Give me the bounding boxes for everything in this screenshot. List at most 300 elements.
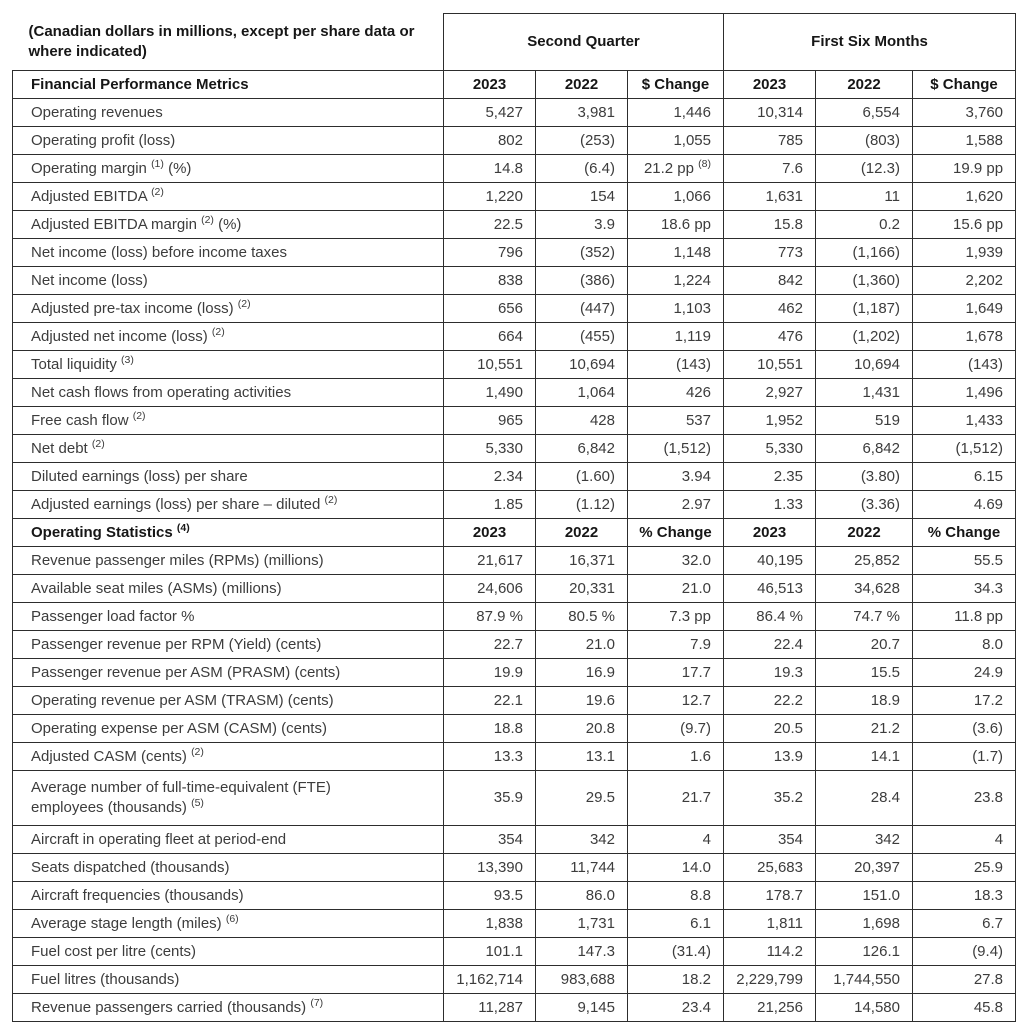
value-cell: 17.2 bbox=[913, 687, 1016, 715]
value-cell: 10,694 bbox=[816, 351, 913, 379]
value-cell: (3.80) bbox=[816, 463, 913, 491]
value-cell: 3.9 bbox=[536, 211, 628, 239]
value-cell: 2.35 bbox=[724, 463, 816, 491]
value-cell: 10,694 bbox=[536, 351, 628, 379]
value-cell: 6,842 bbox=[536, 435, 628, 463]
value-cell: 5,330 bbox=[724, 435, 816, 463]
value-cell: 12.7 bbox=[628, 687, 724, 715]
value-cell: 19.9 pp bbox=[913, 155, 1016, 183]
row-label-text: Net debt bbox=[31, 439, 92, 457]
section-title bbox=[13, 71, 444, 99]
value-cell: 15.6 pp bbox=[913, 211, 1016, 239]
group-header-first-six-months: First Six Months bbox=[724, 14, 1016, 71]
row-label bbox=[13, 323, 444, 351]
row-label-suffix: (%) bbox=[163, 159, 192, 177]
table-row bbox=[13, 351, 1016, 379]
value-cell: (1,512) bbox=[913, 435, 1016, 463]
value-cell: 796 bbox=[444, 239, 536, 267]
value-cell: 21.0 bbox=[628, 575, 724, 603]
value-cell: 9,145 bbox=[536, 994, 628, 1022]
table-row bbox=[13, 547, 1016, 575]
value-cell: 1,055 bbox=[628, 127, 724, 155]
row-label-text: Revenue passengers carried (thousands) bbox=[31, 998, 311, 1016]
row-label bbox=[13, 910, 444, 938]
value-cell: 2,202 bbox=[913, 267, 1016, 295]
value-cell: 1,731 bbox=[536, 910, 628, 938]
value-cell: 46,513 bbox=[724, 575, 816, 603]
value-cell: 6.1 bbox=[628, 910, 724, 938]
value-cell: 476 bbox=[724, 323, 816, 351]
table-row bbox=[13, 743, 1016, 771]
value-cell: 8.0 bbox=[913, 631, 1016, 659]
value-cell: 22.7 bbox=[444, 631, 536, 659]
value-cell: (1,360) bbox=[816, 267, 913, 295]
value-cell: (447) bbox=[536, 295, 628, 323]
value-cell: 22.4 bbox=[724, 631, 816, 659]
value-cell: 1,446 bbox=[628, 99, 724, 127]
table-row bbox=[13, 631, 1016, 659]
value-cell: 45.8 bbox=[913, 994, 1016, 1022]
table-row bbox=[13, 267, 1016, 295]
value-cell: 8.8 bbox=[628, 882, 724, 910]
column-header: $ Change bbox=[628, 71, 724, 99]
value-text: 21.2 pp bbox=[643, 159, 699, 177]
table-row bbox=[13, 295, 1016, 323]
value-cell: 20,397 bbox=[816, 854, 913, 882]
value-cell: 342 bbox=[536, 826, 628, 854]
value-cell: 965 bbox=[444, 407, 536, 435]
value-cell: 151.0 bbox=[816, 882, 913, 910]
value-cell: 342 bbox=[816, 826, 913, 854]
value-cell: (352) bbox=[536, 239, 628, 267]
value-cell: 23.8 bbox=[913, 771, 1016, 826]
table-row bbox=[13, 687, 1016, 715]
column-header: 2022 bbox=[816, 71, 913, 99]
column-header: 2023 bbox=[724, 519, 816, 547]
row-label-text: employees (thousands) bbox=[31, 799, 192, 816]
value-cell: 1,952 bbox=[724, 407, 816, 435]
value-cell: 1,698 bbox=[816, 910, 913, 938]
table-row bbox=[13, 575, 1016, 603]
row-label-text: Operating margin bbox=[31, 159, 152, 177]
value-cell: 1,678 bbox=[913, 323, 1016, 351]
table-row bbox=[13, 323, 1016, 351]
row-label bbox=[13, 575, 444, 603]
table-row bbox=[13, 882, 1016, 910]
footnote-ref: (2) bbox=[211, 325, 225, 338]
table-row bbox=[13, 771, 1016, 826]
row-label-text: Free cash flow bbox=[31, 411, 133, 429]
value-cell: (1.7) bbox=[913, 743, 1016, 771]
value-cell: 1,066 bbox=[628, 183, 724, 211]
value-cell: 537 bbox=[628, 407, 724, 435]
row-label bbox=[13, 854, 444, 882]
value-cell: 802 bbox=[444, 127, 536, 155]
value-cell: 773 bbox=[724, 239, 816, 267]
table-row bbox=[13, 407, 1016, 435]
row-label bbox=[13, 547, 444, 575]
value-cell: 842 bbox=[724, 267, 816, 295]
value-cell: 16.9 bbox=[536, 659, 628, 687]
footnote-ref: (8) bbox=[698, 157, 711, 170]
row-label-text: Adjusted EBITDA margin bbox=[31, 215, 202, 233]
value-cell: 1,744,550 bbox=[816, 966, 913, 994]
units-note-line2: where indicated) bbox=[28, 42, 147, 60]
column-header: 2023 bbox=[444, 519, 536, 547]
value-cell: 5,330 bbox=[444, 435, 536, 463]
row-label bbox=[13, 155, 444, 183]
table-row bbox=[13, 910, 1016, 938]
row-label-text: Seats dispatched (thousands) bbox=[31, 858, 230, 876]
value-cell: 19.6 bbox=[536, 687, 628, 715]
value-cell bbox=[628, 155, 724, 183]
row-label-text: Operating expense per ASM (CASM) (cents) bbox=[31, 719, 327, 737]
value-cell: 1,148 bbox=[628, 239, 724, 267]
value-cell: 10,551 bbox=[444, 351, 536, 379]
value-cell: 29.5 bbox=[536, 771, 628, 826]
value-cell: 1.85 bbox=[444, 491, 536, 519]
value-cell: (803) bbox=[816, 127, 913, 155]
value-cell: (143) bbox=[628, 351, 724, 379]
value-cell: 1,838 bbox=[444, 910, 536, 938]
row-label bbox=[13, 211, 444, 239]
row-label bbox=[13, 99, 444, 127]
value-cell: 11,744 bbox=[536, 854, 628, 882]
row-label-text: Passenger revenue per RPM (Yield) (cents) bbox=[31, 635, 322, 653]
table-row bbox=[13, 435, 1016, 463]
table-row bbox=[13, 239, 1016, 267]
value-cell: 4 bbox=[913, 826, 1016, 854]
value-cell: 18.3 bbox=[913, 882, 1016, 910]
value-cell: 147.3 bbox=[536, 938, 628, 966]
value-cell: 1.33 bbox=[724, 491, 816, 519]
value-cell: (1.60) bbox=[536, 463, 628, 491]
row-label-text: Available seat miles (ASMs) (millions) bbox=[31, 579, 282, 597]
value-cell: 114.2 bbox=[724, 938, 816, 966]
value-cell: 32.0 bbox=[628, 547, 724, 575]
value-cell: (143) bbox=[913, 351, 1016, 379]
units-note bbox=[13, 14, 444, 71]
value-cell: 24,606 bbox=[444, 575, 536, 603]
value-cell: 10,551 bbox=[724, 351, 816, 379]
row-label bbox=[13, 659, 444, 687]
value-cell: 126.1 bbox=[816, 938, 913, 966]
value-cell: 462 bbox=[724, 295, 816, 323]
value-cell: (6.4) bbox=[536, 155, 628, 183]
value-cell: 22.5 bbox=[444, 211, 536, 239]
value-cell: 1.6 bbox=[628, 743, 724, 771]
value-cell: 3,760 bbox=[913, 99, 1016, 127]
value-cell: 1,496 bbox=[913, 379, 1016, 407]
row-label-text: Average number of full-time-equivalent (FTE) bbox=[31, 779, 331, 796]
value-cell: 25,683 bbox=[724, 854, 816, 882]
row-label bbox=[13, 826, 444, 854]
column-header: 2023 bbox=[724, 71, 816, 99]
value-cell: (386) bbox=[536, 267, 628, 295]
value-cell: 4 bbox=[628, 826, 724, 854]
value-cell: 13.1 bbox=[536, 743, 628, 771]
value-cell: (3.36) bbox=[816, 491, 913, 519]
row-label bbox=[13, 295, 444, 323]
value-cell: 6.7 bbox=[913, 910, 1016, 938]
value-cell: 178.7 bbox=[724, 882, 816, 910]
footnote-ref: (4) bbox=[176, 521, 190, 534]
row-label-text: Adjusted earnings (loss) per share – diluted bbox=[31, 495, 325, 513]
value-cell: (253) bbox=[536, 127, 628, 155]
table-row bbox=[13, 659, 1016, 687]
value-cell: 428 bbox=[536, 407, 628, 435]
row-label bbox=[13, 183, 444, 211]
row-label bbox=[13, 127, 444, 155]
value-cell: 55.5 bbox=[913, 547, 1016, 575]
value-cell: 19.9 bbox=[444, 659, 536, 687]
value-cell: 6,554 bbox=[816, 99, 913, 127]
table-row bbox=[13, 491, 1016, 519]
value-cell: 24.9 bbox=[913, 659, 1016, 687]
value-cell: 1,939 bbox=[913, 239, 1016, 267]
value-cell: 87.9 % bbox=[444, 603, 536, 631]
value-cell: 1,649 bbox=[913, 295, 1016, 323]
value-cell: (455) bbox=[536, 323, 628, 351]
value-cell: 22.1 bbox=[444, 687, 536, 715]
row-label-text: Adjusted net income (loss) bbox=[31, 327, 212, 345]
value-cell: (1,166) bbox=[816, 239, 913, 267]
footnote-ref: (1) bbox=[151, 157, 164, 170]
value-cell: 21.0 bbox=[536, 631, 628, 659]
value-cell: 22.2 bbox=[724, 687, 816, 715]
column-header: % Change bbox=[628, 519, 724, 547]
units-note-line1: (Canadian dollars in millions, except per share data or bbox=[28, 22, 415, 40]
value-cell: 7.6 bbox=[724, 155, 816, 183]
value-cell: (3.6) bbox=[913, 715, 1016, 743]
value-cell: 11,287 bbox=[444, 994, 536, 1022]
footnote-ref: (2) bbox=[191, 745, 204, 758]
row-label bbox=[13, 715, 444, 743]
value-cell: 2,229,799 bbox=[724, 966, 816, 994]
section-header-row bbox=[13, 519, 1016, 547]
value-cell: 20.5 bbox=[724, 715, 816, 743]
row-label-text: Operating profit (loss) bbox=[31, 131, 176, 149]
table-row bbox=[13, 966, 1016, 994]
footnote-ref: (6) bbox=[225, 912, 239, 925]
value-cell: 1,431 bbox=[816, 379, 913, 407]
value-cell: 1,620 bbox=[913, 183, 1016, 211]
footnote-ref: (2) bbox=[237, 297, 251, 310]
value-cell: (31.4) bbox=[628, 938, 724, 966]
table-row bbox=[13, 127, 1016, 155]
value-cell: 1,224 bbox=[628, 267, 724, 295]
value-cell: 6,842 bbox=[816, 435, 913, 463]
value-cell: 7.9 bbox=[628, 631, 724, 659]
value-cell: 2.97 bbox=[628, 491, 724, 519]
row-label bbox=[13, 267, 444, 295]
value-cell: 18.2 bbox=[628, 966, 724, 994]
row-label bbox=[13, 379, 444, 407]
value-cell: 27.8 bbox=[913, 966, 1016, 994]
group-header-row bbox=[13, 14, 1016, 71]
value-cell: 17.7 bbox=[628, 659, 724, 687]
value-cell: 1,490 bbox=[444, 379, 536, 407]
column-header: $ Change bbox=[913, 71, 1016, 99]
value-cell: 13,390 bbox=[444, 854, 536, 882]
value-cell: 14.0 bbox=[628, 854, 724, 882]
value-cell: 86.4 % bbox=[724, 603, 816, 631]
value-cell: (1,512) bbox=[628, 435, 724, 463]
value-cell: 21,256 bbox=[724, 994, 816, 1022]
footnote-ref: (2) bbox=[201, 213, 214, 226]
table-row bbox=[13, 826, 1016, 854]
row-label-text: Aircraft frequencies (thousands) bbox=[31, 886, 244, 904]
group-header-second-quarter: Second Quarter bbox=[444, 14, 724, 71]
value-cell: 20.7 bbox=[816, 631, 913, 659]
value-cell: (1,187) bbox=[816, 295, 913, 323]
value-cell: 25.9 bbox=[913, 854, 1016, 882]
table-row bbox=[13, 99, 1016, 127]
value-cell: 34,628 bbox=[816, 575, 913, 603]
value-cell: 18.8 bbox=[444, 715, 536, 743]
value-cell: 13.3 bbox=[444, 743, 536, 771]
value-cell: 18.9 bbox=[816, 687, 913, 715]
value-cell: 1,811 bbox=[724, 910, 816, 938]
value-cell: 1,220 bbox=[444, 183, 536, 211]
row-label bbox=[13, 938, 444, 966]
value-cell: 354 bbox=[724, 826, 816, 854]
value-cell: 74.7 % bbox=[816, 603, 913, 631]
row-label-text: Total liquidity bbox=[31, 355, 122, 373]
value-cell: 13.9 bbox=[724, 743, 816, 771]
row-label-suffix: (%) bbox=[213, 215, 242, 233]
value-cell: 154 bbox=[536, 183, 628, 211]
value-cell: 19.3 bbox=[724, 659, 816, 687]
value-cell: 785 bbox=[724, 127, 816, 155]
footnote-ref: (3) bbox=[121, 353, 134, 366]
value-cell: (9.4) bbox=[913, 938, 1016, 966]
value-cell: 86.0 bbox=[536, 882, 628, 910]
row-label-text: Diluted earnings (loss) per share bbox=[31, 467, 248, 485]
row-label-text: Fuel litres (thousands) bbox=[31, 970, 180, 988]
column-header: % Change bbox=[913, 519, 1016, 547]
value-cell: 1,631 bbox=[724, 183, 816, 211]
value-cell: 20.8 bbox=[536, 715, 628, 743]
column-header: 2022 bbox=[536, 71, 628, 99]
footnote-ref: (2) bbox=[324, 493, 338, 506]
value-cell: 983,688 bbox=[536, 966, 628, 994]
table-row bbox=[13, 938, 1016, 966]
section-title-text: Financial Performance Metrics bbox=[31, 75, 249, 93]
value-cell: 1,064 bbox=[536, 379, 628, 407]
value-cell: 1,162,714 bbox=[444, 966, 536, 994]
row-label-text: Average stage length (miles) bbox=[31, 914, 226, 932]
value-cell: 21.2 bbox=[816, 715, 913, 743]
row-label-text: Passenger revenue per ASM (PRASM) (cents) bbox=[31, 663, 341, 681]
footnote-ref: (2) bbox=[132, 409, 146, 422]
value-cell: 2,927 bbox=[724, 379, 816, 407]
footnote-ref: (5) bbox=[191, 797, 204, 809]
row-label bbox=[13, 407, 444, 435]
row-label bbox=[13, 239, 444, 267]
footnote-ref: (2) bbox=[151, 185, 164, 198]
value-cell: 14,580 bbox=[816, 994, 913, 1022]
value-cell: 14.8 bbox=[444, 155, 536, 183]
table-row bbox=[13, 463, 1016, 491]
value-cell: 21.7 bbox=[628, 771, 724, 826]
value-cell: 35.2 bbox=[724, 771, 816, 826]
value-cell: 5,427 bbox=[444, 99, 536, 127]
financial-results-table bbox=[12, 13, 1016, 1022]
value-cell: 40,195 bbox=[724, 547, 816, 575]
value-cell: 23.4 bbox=[628, 994, 724, 1022]
row-label-text: Adjusted EBITDA bbox=[31, 187, 152, 205]
row-label-text: Adjusted pre-tax income (loss) bbox=[31, 299, 238, 317]
row-label bbox=[13, 771, 444, 826]
value-cell: 6.15 bbox=[913, 463, 1016, 491]
value-cell: 519 bbox=[816, 407, 913, 435]
value-cell: 93.5 bbox=[444, 882, 536, 910]
value-cell: 4.69 bbox=[913, 491, 1016, 519]
value-cell: 1,433 bbox=[913, 407, 1016, 435]
value-cell: 80.5 % bbox=[536, 603, 628, 631]
value-cell: 354 bbox=[444, 826, 536, 854]
row-label bbox=[13, 994, 444, 1022]
table-row bbox=[13, 715, 1016, 743]
table-row bbox=[13, 994, 1016, 1022]
value-cell: 20,331 bbox=[536, 575, 628, 603]
value-cell: 2.34 bbox=[444, 463, 536, 491]
row-label bbox=[13, 882, 444, 910]
row-label bbox=[13, 687, 444, 715]
row-label-text: Net income (loss) bbox=[31, 271, 148, 289]
value-cell: 35.9 bbox=[444, 771, 536, 826]
table-row bbox=[13, 183, 1016, 211]
value-cell: 1,103 bbox=[628, 295, 724, 323]
value-cell: 656 bbox=[444, 295, 536, 323]
value-cell: 838 bbox=[444, 267, 536, 295]
table-row bbox=[13, 211, 1016, 239]
row-label bbox=[13, 966, 444, 994]
row-label bbox=[13, 491, 444, 519]
value-cell: 1,119 bbox=[628, 323, 724, 351]
footnote-ref: (2) bbox=[91, 437, 105, 450]
value-cell: 426 bbox=[628, 379, 724, 407]
value-cell: (1,202) bbox=[816, 323, 913, 351]
value-cell: 1,588 bbox=[913, 127, 1016, 155]
row-label-text: Fuel cost per litre (cents) bbox=[31, 942, 197, 960]
row-label-text: Aircraft in operating fleet at period-end bbox=[31, 830, 287, 848]
value-cell: (9.7) bbox=[628, 715, 724, 743]
section-header-row bbox=[13, 71, 1016, 99]
footnote-ref: (7) bbox=[310, 996, 324, 1009]
value-cell: 15.8 bbox=[724, 211, 816, 239]
value-cell: 10,314 bbox=[724, 99, 816, 127]
section-title-text: Operating Statistics bbox=[31, 523, 177, 541]
value-cell: (12.3) bbox=[816, 155, 913, 183]
row-label bbox=[13, 603, 444, 631]
row-label-text: Operating revenue per ASM (TRASM) (cents) bbox=[31, 691, 334, 709]
value-cell: 3,981 bbox=[536, 99, 628, 127]
value-cell: 101.1 bbox=[444, 938, 536, 966]
section-title bbox=[13, 519, 444, 547]
value-cell: 16,371 bbox=[536, 547, 628, 575]
table-row bbox=[13, 379, 1016, 407]
value-cell: 18.6 pp bbox=[628, 211, 724, 239]
value-cell: 15.5 bbox=[816, 659, 913, 687]
column-header: 2023 bbox=[444, 71, 536, 99]
row-label-text: Operating revenues bbox=[31, 103, 163, 121]
value-cell: 11 bbox=[816, 183, 913, 211]
value-cell: 7.3 pp bbox=[628, 603, 724, 631]
table-row bbox=[13, 155, 1016, 183]
table-row bbox=[13, 854, 1016, 882]
